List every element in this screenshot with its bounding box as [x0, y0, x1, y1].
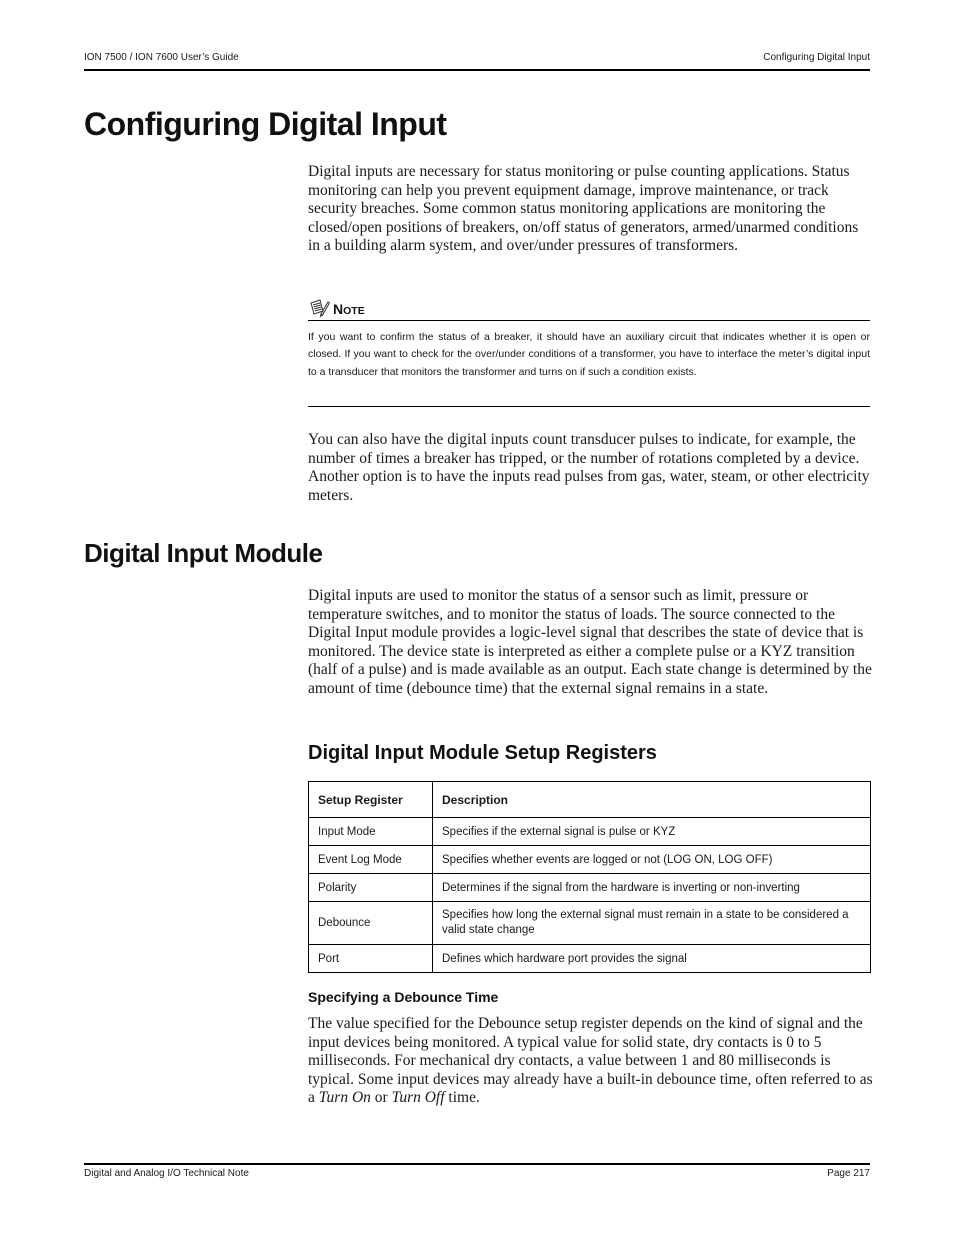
register-name: Input Mode: [309, 818, 433, 846]
table-row: [309, 945, 871, 973]
register-name: Port: [309, 945, 433, 973]
table-row: [309, 902, 871, 945]
transducer-paragraph: You can also have the digital inputs count transducer pulses to indicate, for example, the number of times a breaker has tripped, or the number of rotations completed by a device. Another option is to have the inputs read pulses from gas, water, steam, or other electricity meters.: [308, 431, 870, 504]
debounce-heading: Specifying a Debounce Time: [308, 989, 499, 1005]
register-description: Defines which hardware port provides the signal: [433, 945, 871, 973]
header-section-title: Configuring Digital Input: [763, 52, 870, 63]
table-header-row: [309, 782, 871, 818]
table-row: [309, 874, 871, 902]
turn-on-term: Turn On: [318, 1089, 371, 1107]
table-header-description: Description: [433, 782, 871, 818]
header-doc-title: ION 7500 / ION 7600 User’s Guide: [84, 52, 239, 63]
debounce-paragraph: The value specified for the Debounce setup register depends on the kind of signal and the input devices being monitored. A typical value for solid state, dry contacts is 0 to 5 milliseconds. For mechanical dry contacts, a value between 1 and 80 milliseconds is typical. Some input devices may already have a built-in debounce time, often referred to as a Turn On or Turn Off time.: [308, 1015, 873, 1107]
table-row: [309, 818, 871, 846]
section-title-digital-input-module: Digital Input Module: [84, 538, 323, 568]
note-title: NOTE: [333, 301, 365, 317]
register-name: Polarity: [309, 874, 433, 902]
turn-off-term: Turn Off: [391, 1089, 445, 1107]
table-header-setup-register: Setup Register: [309, 782, 433, 818]
setup-registers-table: [308, 781, 871, 973]
section-title-configuring-digital-input: Configuring Digital Input: [84, 106, 447, 142]
footer-rule: [84, 1163, 870, 1165]
note-bottom-rule: [308, 406, 870, 407]
page-number: Page 217: [827, 1168, 870, 1179]
register-name: Debounce: [309, 902, 433, 945]
setup-registers-heading: Digital Input Module Setup Registers: [308, 742, 657, 764]
note-body: If you want to confirm the status of a breaker, it should have an auxiliary circuit that indicates whether it is open or closed. If you want to check for the over/under conditions of a transformer, you have to interface the meter’s digital input to a transducer that monitors the transformer and turns on if such a condition exists.: [308, 331, 870, 378]
footer-doc-name: Digital and Analog I/O Technical Note: [84, 1168, 249, 1179]
register-description: Specifies whether events are logged or not (LOG ON, LOG OFF): [433, 846, 871, 874]
note-heading: [308, 298, 870, 320]
note-pencil-icon: [308, 298, 330, 318]
note-top-rule: [308, 320, 870, 321]
register-name: Event Log Mode: [309, 846, 433, 874]
table-row: [309, 846, 871, 874]
register-description: Specifies how long the external signal must remain in a state to be considered a valid state change: [433, 902, 871, 945]
intro-paragraph: Digital inputs are necessary for status monitoring or pulse counting applications. Status monitoring can help you prevent equipment damage, improve maintenance, or track security breaches. Some common status monitoring applications are monitoring the closed/open positions of breakers, on/off status of generators, armed/unarmed conditions in a building alarm system, and over/under pressures of transformers.: [308, 163, 859, 255]
header-rule: [84, 69, 870, 71]
register-description: Specifies if the external signal is pulse or KYZ: [433, 818, 871, 846]
module-description-paragraph: Digital inputs are used to monitor the status of a sensor such as limit, pressure or temperature switches, and to monitor the status of loads. The source connected to the Digital Input module provides a logic-level signal that describes the state of device that is monitored. The device state is interpreted as either a complete pulse or a KYZ transition (half of a pulse) and is made available as an output. Each state change is determined by the amount of time (debounce time) that the external signal remains in a state.: [308, 587, 872, 697]
register-description: Determines if the signal from the hardware is inverting or non-inverting: [433, 874, 871, 902]
